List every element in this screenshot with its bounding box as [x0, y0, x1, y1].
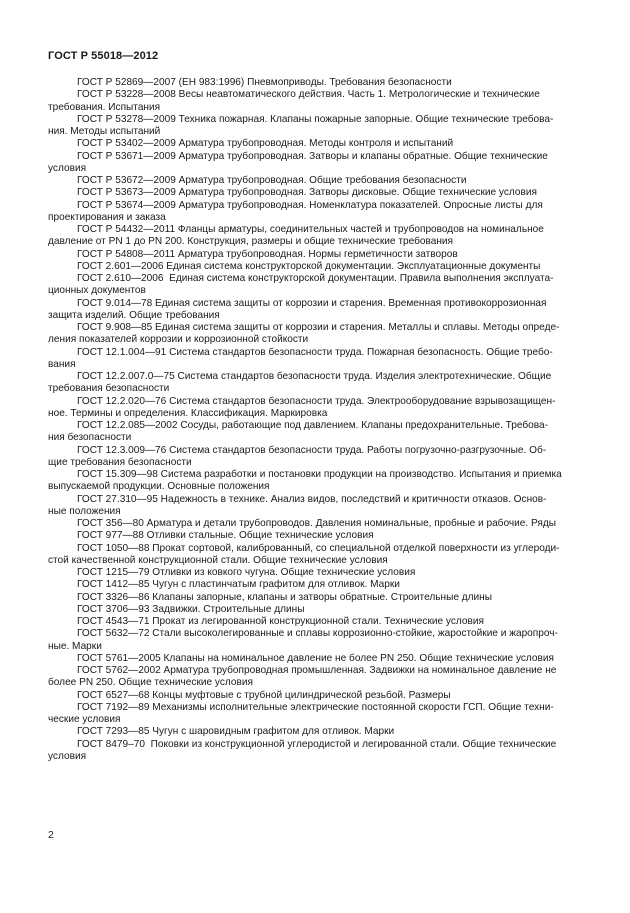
- reference-entry: [48, 702, 586, 727]
- reference-line: ГОСТ Р 53674—2009 Арматура трубопроводная. Номенклатура показателей. Опросные листы для: [77, 199, 543, 211]
- reference-entry: [48, 420, 586, 445]
- reference-line: ГОСТ Р 52869—2007 (ЕН 983:1996) Пневмоприводы. Требования безопасности: [77, 77, 452, 88]
- document-header: ГОСТ Р 55018—2012: [48, 50, 159, 62]
- reference-line: условия: [48, 162, 87, 174]
- reference-entry: [48, 518, 586, 530]
- reference-line: ГОСТ 12.3.009—76 Система стандартов безопасности труда. Работы погрузочно-разгрузочные. Об-: [77, 444, 547, 456]
- reference-line: ГОСТ 2.601—2006 Единая система конструкторской документации. Эксплуатационные документы: [77, 260, 541, 272]
- reference-line: ГОСТ 9.908—85 Единая система защиты от коррозии и старения. Металлы и сплавы. Методы опреде-: [77, 322, 560, 333]
- reference-line: ное. Термины и определения. Классификация. Маркировка: [48, 407, 328, 419]
- reference-line: ГОСТ 2.610—2006 Единая система конструкторской документации. Правила выполнения эксплуата-: [77, 273, 554, 284]
- reference-entry: [48, 579, 586, 591]
- reference-line: ГОСТ 4543—71 Прокат из легированной конструкционной стали. Технические условия: [77, 616, 484, 627]
- reference-line: ГОСТ Р 53402—2009 Арматура трубопроводная. Методы контроля и испытаний: [77, 138, 454, 150]
- reference-entry: [48, 224, 586, 249]
- reference-line: условия: [48, 750, 87, 762]
- reference-line: ния. Методы испытаний: [48, 126, 161, 137]
- reference-line: ГОСТ 977—88 Отливки стальные. Общие технические условия: [77, 530, 374, 542]
- reference-line: ГОСТ 6527—68 Концы муфтовые с трубной цилиндрической резьбой. Размеры: [77, 689, 451, 701]
- reference-entry: [48, 653, 586, 665]
- reference-entry: [48, 739, 586, 764]
- reference-line: проектирования и заказа: [48, 211, 166, 223]
- reference-line: ния безопасности: [48, 432, 132, 444]
- reference-line: ГОСТ 3326—86 Клапаны запорные, клапаны и затворы обратные. Строительные длины: [77, 591, 492, 603]
- reference-entry: [48, 298, 586, 323]
- reference-line: ГОСТ Р 53672—2009 Арматура трубопроводная. Общие требования безопасности: [77, 175, 467, 186]
- reference-entry: [48, 543, 586, 568]
- reference-line: стой качественной конструкционной стали. Общие технические условия: [48, 554, 388, 566]
- reference-line: выпускаемой продукции. Основные положения: [48, 481, 270, 493]
- reference-entry: [48, 396, 586, 421]
- reference-line: давление от PN 1 до PN 200. Конструкция, размеры и общие технические требования: [48, 236, 454, 248]
- reference-line: ГОСТ 5761—2005 Клапаны на номинальное давление не более PN 250. Общие технические условия: [77, 652, 555, 664]
- reference-entry: [48, 690, 586, 702]
- reference-line: щие требования безопасности: [48, 456, 192, 468]
- reference-line: ческие условия: [48, 714, 121, 725]
- reference-line: ГОСТ 8479–70 Поковки из конструкционной углеродистой и легированной стали. Общие технические: [77, 738, 557, 750]
- reference-entry: [48, 445, 586, 470]
- reference-line: ГОСТ 356—80 Арматура и детали трубопроводов. Давления номинальные, пробные и рабочие. Ряды: [77, 518, 556, 529]
- reference-entry: [48, 530, 586, 542]
- reference-entry: [48, 322, 586, 347]
- reference-line: ГОСТ Р 53673—2009 Арматура трубопроводная. Затворы дисковые. Общие технические условия: [77, 187, 537, 199]
- reference-line: ГОСТ 27.310—95 Надежность в технике. Анализ видов, последствий и критичности отказов. Основ-: [77, 493, 547, 505]
- reference-entry: [48, 187, 586, 199]
- reference-entry: [48, 200, 586, 225]
- reference-line: ГОСТ 5762—2002 Арматура трубопроводная промышленная. Задвижки на номинальное давление не: [77, 665, 557, 676]
- reference-line: ГОСТ 7192—89 Механизмы исполнительные электрические постоянной скорости ГСП. Общие техни-: [77, 701, 554, 713]
- reference-entry: [48, 138, 586, 150]
- normative-references-list: [48, 77, 586, 763]
- reference-entry: [48, 175, 586, 187]
- reference-entry: [48, 726, 586, 738]
- reference-entry: [48, 151, 586, 176]
- reference-line: ционных документов: [48, 285, 146, 297]
- reference-entry: [48, 616, 586, 628]
- reference-line: ГОСТ 7293—85 Чугун с шаровидным графитом для отливок. Марки: [77, 726, 395, 738]
- reference-entry: [48, 89, 586, 114]
- reference-line: вания: [48, 358, 76, 370]
- reference-line: ГОСТ Р 53228—2008 Весы неавтоматического действия. Часть 1. Метрологические и технические: [77, 89, 540, 101]
- reference-line: ления показателей коррозии и коррозионной стойкости: [48, 334, 309, 346]
- reference-line: ГОСТ 1215—79 Отливки из ковкого чугуна. Общие технические условия: [77, 567, 416, 578]
- reference-line: требования. Испытания: [48, 101, 161, 113]
- reference-line: ГОСТ 12.2.007.0—75 Система стандартов безопасности труда. Изделия электротехнические. Общие: [77, 371, 552, 382]
- reference-line: ГОСТ 1412—85 Чугун с пластинчатым графитом для отливок. Марки: [77, 579, 400, 591]
- reference-entry: [48, 604, 586, 616]
- reference-line: защита изделий. Общие требования: [48, 309, 220, 321]
- reference-line: ГОСТ Р 54432—2011 Фланцы арматуры, соединительных частей и трубопроводов на номинальное: [77, 224, 544, 235]
- reference-entry: [48, 347, 586, 372]
- reference-entry: [48, 665, 586, 690]
- reference-line: ГОСТ 1050—88 Прокат сортовой, калиброванный, со специальной отделкой поверхности из углероди-: [77, 542, 560, 554]
- page-number: 2: [48, 829, 54, 841]
- reference-line: ГОСТ Р 54808—2011 Арматура трубопроводная. Нормы герметичности затворов: [77, 248, 458, 260]
- reference-line: ные. Марки: [48, 640, 102, 652]
- reference-line: ГОСТ 12.2.020—76 Система стандартов безопасности труда. Электрооборудование взрывозащищен-: [77, 395, 556, 407]
- reference-line: ГОСТ Р 53278—2009 Техника пожарная. Клапаны пожарные запорные. Общие технические требова-: [77, 113, 554, 125]
- reference-entry: [48, 249, 586, 261]
- reference-line: более PN 250. Общие технические условия: [48, 677, 253, 689]
- reference-entry: [48, 592, 586, 604]
- reference-entry: [48, 273, 586, 298]
- reference-line: ГОСТ 12.1.004—91 Система стандартов безопасности труда. Пожарная безопасность. Общие требо-: [77, 346, 553, 358]
- reference-line: требования безопасности: [48, 383, 170, 395]
- reference-line: ГОСТ 3706—93 Задвижки. Строительные длины: [77, 603, 305, 615]
- reference-line: ГОСТ Р 53671—2009 Арматура трубопроводная. Затворы и клапаны обратные. Общие технические: [77, 150, 548, 162]
- reference-entry: [48, 567, 586, 579]
- reference-entry: [48, 469, 586, 494]
- reference-line: ГОСТ 5632—72 Стали высоколегированные и сплавы коррозионно-стойкие, жаростойкие и жаропроч-: [77, 628, 558, 640]
- reference-entry: [48, 628, 586, 653]
- reference-line: ные положения: [48, 505, 121, 517]
- reference-entry: [48, 371, 586, 396]
- reference-entry: [48, 494, 586, 519]
- reference-entry: [48, 77, 586, 89]
- reference-entry: [48, 261, 586, 273]
- reference-entry: [48, 114, 586, 139]
- reference-line: ГОСТ 9.014—78 Единая система защиты от коррозии и старения. Временная противокоррозионная: [77, 297, 547, 309]
- reference-line: ГОСТ 15.309—98 Система разработки и постановки продукции на производство. Испытания и приемка: [77, 469, 562, 480]
- reference-line: ГОСТ 12.2.085—2002 Сосуды, работающие под давлением. Клапаны предохранительные. Требова-: [77, 420, 549, 431]
